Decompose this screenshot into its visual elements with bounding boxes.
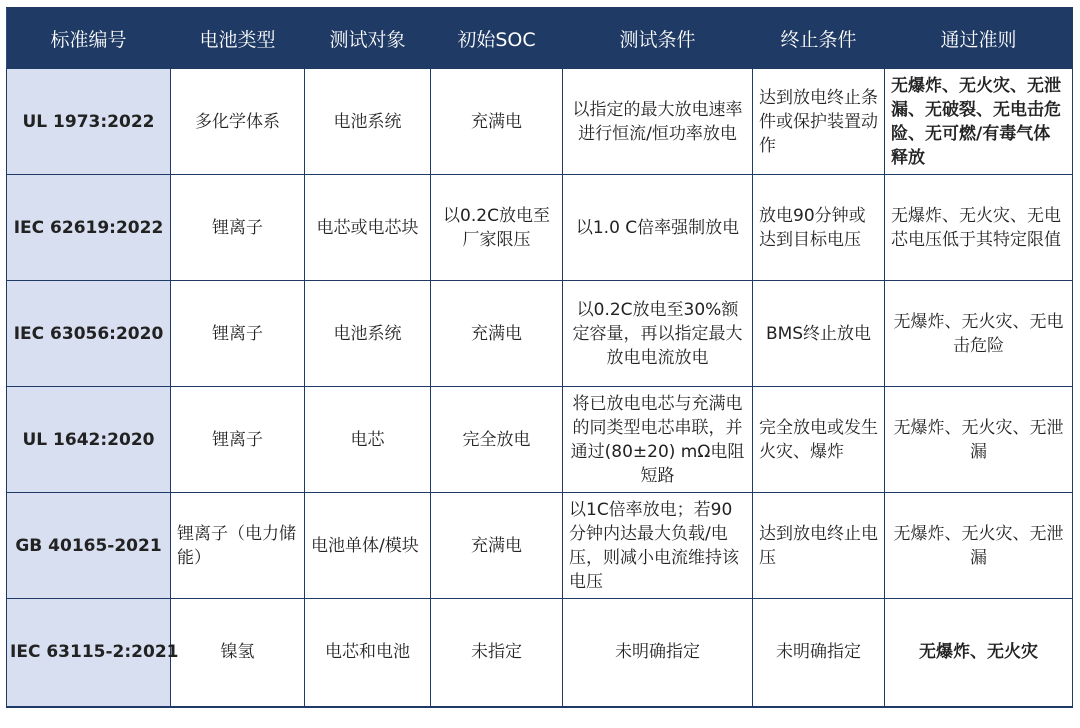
cell-standard-number: UL 1973:2022 <box>7 69 171 175</box>
cell-standard-number: IEC 63115-2:2021 <box>7 599 171 707</box>
cell-test-condition: 以1.0 C倍率强制放电 <box>563 175 753 281</box>
cell-termination-condition: 完全放电或发生火灾、爆炸 <box>753 387 885 493</box>
header-row <box>7 8 1073 69</box>
cell-standard-number: IEC 63056:2020 <box>7 281 171 387</box>
header-test-object: 测试对象 <box>305 8 431 69</box>
cell-test-object: 电芯 <box>305 387 431 493</box>
table-row <box>7 387 1073 493</box>
cell-test-condition: 以1C倍率放电；若90分钟内达最大负载/电压，则减小电流维持该电压 <box>563 493 753 599</box>
cell-standard-number: GB 40165-2021 <box>7 493 171 599</box>
cell-termination-condition: 达到放电终止电压 <box>753 493 885 599</box>
cell-battery-type: 锂离子（电力储能） <box>171 493 305 599</box>
cell-test-condition: 未明确指定 <box>563 599 753 707</box>
header-pass-criteria: 通过准则 <box>885 8 1073 69</box>
cell-initial-soc: 充满电 <box>431 493 563 599</box>
cell-test-object: 电池系统 <box>305 69 431 175</box>
cell-battery-type: 锂离子 <box>171 387 305 493</box>
cell-initial-soc: 充满电 <box>431 69 563 175</box>
cell-pass-criteria: 无爆炸、无火灾、无电击危险 <box>885 281 1073 387</box>
cell-termination-condition: 未明确指定 <box>753 599 885 707</box>
standards-table <box>6 7 1073 708</box>
cell-pass-criteria: 无爆炸、无火灾、无泄漏、无破裂、无电击危险、无可燃/有毒气体释放 <box>885 69 1073 175</box>
cell-termination-condition: BMS终止放电 <box>753 281 885 387</box>
cell-battery-type: 锂离子 <box>171 175 305 281</box>
cell-battery-type: 多化学体系 <box>171 69 305 175</box>
cell-pass-criteria: 无爆炸、无火灾、无泄漏 <box>885 493 1073 599</box>
cell-pass-criteria: 无爆炸、无火灾、无泄漏 <box>885 387 1073 493</box>
header-termination-condition: 终止条件 <box>753 8 885 69</box>
cell-test-object: 电池系统 <box>305 281 431 387</box>
cell-standard-number: UL 1642:2020 <box>7 387 171 493</box>
table-row <box>7 493 1073 599</box>
cell-pass-criteria: 无爆炸、无火灾、无电芯电压低于其特定限值 <box>885 175 1073 281</box>
cell-standard-number: IEC 62619:2022 <box>7 175 171 281</box>
header-initial-soc: 初始SOC <box>431 8 563 69</box>
header-test-condition: 测试条件 <box>563 8 753 69</box>
cell-test-object: 电池单体/模块 <box>305 493 431 599</box>
cell-initial-soc: 完全放电 <box>431 387 563 493</box>
cell-battery-type: 锂离子 <box>171 281 305 387</box>
cell-pass-criteria: 无爆炸、无火灾 <box>885 599 1073 707</box>
header-standard-number: 标准编号 <box>7 8 171 69</box>
table-row <box>7 281 1073 387</box>
cell-termination-condition: 放电90分钟或达到目标电压 <box>753 175 885 281</box>
cell-initial-soc: 以0.2C放电至厂家限压 <box>431 175 563 281</box>
cell-initial-soc: 充满电 <box>431 281 563 387</box>
cell-initial-soc: 未指定 <box>431 599 563 707</box>
standards-table-container <box>6 7 1078 708</box>
table-row <box>7 69 1073 175</box>
cell-termination-condition: 达到放电终止条件或保护装置动作 <box>753 69 885 175</box>
cell-battery-type: 镍氢 <box>171 599 305 707</box>
table-row <box>7 175 1073 281</box>
cell-test-condition: 以0.2C放电至30%额定容量，再以指定最大放电电流放电 <box>563 281 753 387</box>
cell-test-condition: 将已放电电芯与充满电的同类型电芯串联，并通过(80±20) mΩ电阻短路 <box>563 387 753 493</box>
table-row <box>7 599 1073 707</box>
cell-test-object: 电芯或电芯块 <box>305 175 431 281</box>
cell-test-object: 电芯和电池 <box>305 599 431 707</box>
cell-test-condition: 以指定的最大放电速率进行恒流/恒功率放电 <box>563 69 753 175</box>
header-battery-type: 电池类型 <box>171 8 305 69</box>
